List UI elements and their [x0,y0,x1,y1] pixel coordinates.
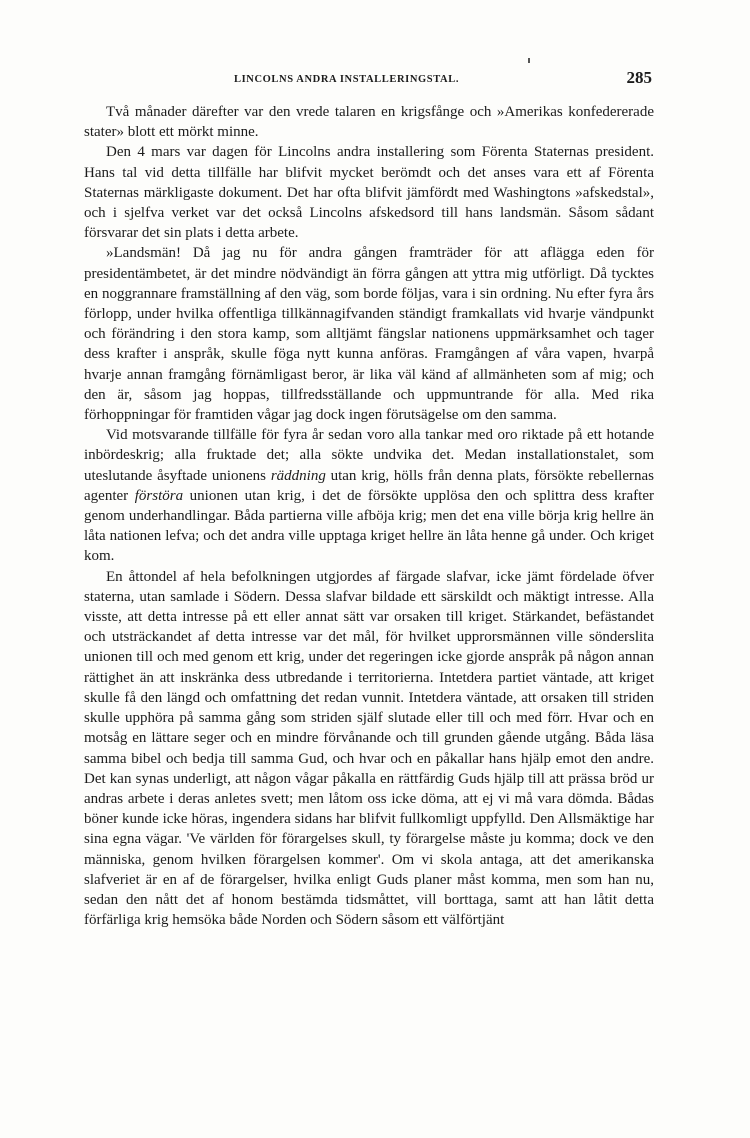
paragraph-text: En åttondel af hela befolkningen utgjordes af färgade slafvar, icke jämt fördelade öfver staterna, utan samlade i Södern. Dessa slafvar bildade ett särskildt och mäktigt intresse. Alla visste, att detta intresse på ett eller annat sätt var orsaken till kriget. Stärkandet, befästandet och utsträckandet af detta intresse var det mål, för hvilket upprorsmännen ville sönderslita unionen till och med genom ett krig, under det regeringen icke gjorde anspråk på någon annan rättighet än att inskränka dess utbredande i territorierna. Intetdera partiet väntade, att kriget skulle få den längd och omfattning det redan vunnit. Intetdera väntade, att orsaken till striden skulle upphöra på samma gång som striden själf slutade eller till och med förr. Hvar och en motsåg en lättare seger och en mindre förvånande och till grunden gående utgång. Båda läsa samma bibel och bedja till samma Gud, och hvar och en påkallar hans hjälp emot den andre. Det kan synas underligt, att någon vågar påkalla en rättfärdig Guds hjälp till att prässa bröd ur andras arbete i deras anletes svett; men låtom oss icke döma, att ej vi må vara dömda. Bådas böner kunde icke höras, ingendera sidans har blifvit fullkomligt uppfylld. Den Allsmäktige har sina egna vägar. 'Ve världen för förargelses skull, ty förargelse måste ju komma; dock ve den människa, genom hvilken förargelsen kommer'. Om vi skola antaga, att det amerikanska slafveriet är en af de förargelser, hvilka enligt Guds planer måst komma, men som han nu, sedan den nått det af honom bestämda tidsmåttet, vill borttaga, samt att han låtit detta förfärliga krig hemsöka både Norden och Södern såsom ett välförtjänt [84,568,654,929]
paragraph-text: unionen utan krig, i det de försökte upplösa den och splittra dess krafter genom underhandlingar. Båda partierna ville afböja krig; men det ena ville börja krig hellre än låta nationen lefva; och det andra ville upptaga kriget hellre än låta henne gå under. Och kriget kom. [84,487,655,565]
paragraph-text: utan krig, hölls från denna plats, försökte rebellernas agenter [84,467,655,504]
paragraph-text: Två månader därefter var den vrede talaren en krigsfånge och »Amerikas konfedererade stater» blott ett mörkt minne. [84,104,654,141]
emphasis-raddning: räddning [270,467,326,484]
running-title: LINCOLNS ANDRA INSTALLERINGSTAL. [234,74,460,85]
paragraph [84,142,654,243]
paragraph [84,102,654,142]
paragraph-text: Vid motsvarande tillfälle för fyra år sedan voro alla tankar med oro riktade på ett hotande inbördeskrig; alla fruktade det; alla sökte undvika det. Medan installationstalet, som uteslutande åsyftade unionens [84,427,654,484]
paragraph-text: »Landsmän! Då jag nu för andra gången framträder för att aflägga eden för presidentämbetet, är det mindre nödvändigt än förra gången att yttra mig utförligt. Då tycktes en noggrannare framställning af den väg, som borde följas, vara i sin ordning. Nu efter fyra års förlopp, under hvilka offentliga tillkännagifvanden ständigt framkallats vid hvarje vändpunkt och förändring i den stora kamp, som alltjämt fängslar nationens uppmärksamhet och tager dess krafter i anspråk, skulle föga nytt kunna anföras. Framgången af våra vapen, hvarpå hvarje annan framgång förnämligast beror, är lika väl känd af allmänheten som af mig; och den är, såsom jag hoppas, tillfredsställande och uppmuntrande för alla. Med rika förhoppningar för framtiden vågar jag dock ingen förutsägelse om den samma. [84,245,654,424]
page-header [84,68,654,94]
paragraph [84,243,654,425]
paragraph-text: Den 4 mars var dagen för Lincolns andra installering som Förenta Staternas president. Hans tal vid detta tillfälle har blifvit mycket berömdt och det anses vara ett af Förenta Staternas märkligaste dokument. Det har ofta blifvit jämfördt med Washingtons »afskedstal», och i sjelfva verket var det också Lincolns afskedsord till hans landsmän. Såsom sådant försvarar det sin plats i detta arbete. [84,144,654,242]
book-page [84,68,654,930]
paragraph [84,567,654,931]
page-number: 285 [626,68,652,87]
paragraph [84,425,654,566]
body-text [84,102,654,930]
emphasis-forstora: förstöra [134,487,184,504]
stray-ink-mark [528,58,530,63]
